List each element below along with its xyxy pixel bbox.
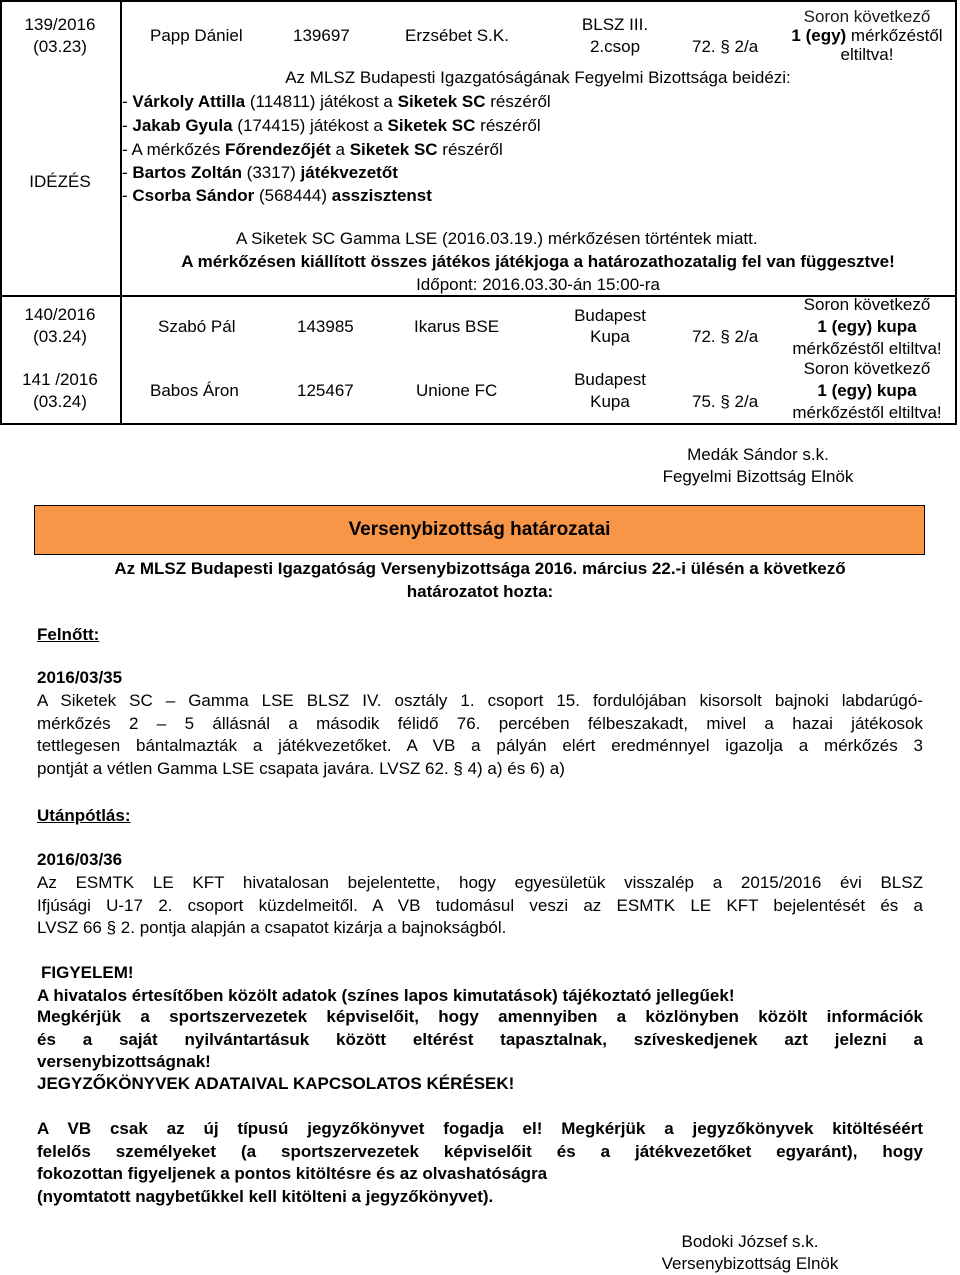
summons-line: - Csorba Sándor (568444) asszisztenst (122, 186, 432, 205)
case1-penalty-line1: Soron következő (803, 7, 931, 26)
case1-player: Papp Dániel (150, 26, 243, 45)
decision2-number: 2016/03/36 (37, 850, 123, 869)
case3-penalty-line3: mérkőzéstől eltiltva! (792, 403, 942, 422)
case1-club: Erzsébet S.K. (405, 26, 509, 45)
case2-competition-line1: Budapest (574, 306, 646, 325)
decision1-text (37, 690, 923, 780)
decision2-line: Az ESMTK LE KFT hivatalosan bejelentette, hogy egyesületük visszalép a 2015/2016 évi BLSZ (37, 873, 923, 892)
decision2-line: Ifjúsági U-17 2. csoport küzdelmeitől. A VB tudomásul veszi az ESMTK LE KFT bejelentését és a (37, 895, 923, 915)
case2-number: 140/2016 (24, 305, 96, 324)
summons-header: Az MLSZ Budapesti Igazgatóságának Fegyelmi Bizottsága beidézi: (285, 68, 791, 87)
case3-number: 141 /2016 (22, 370, 98, 389)
vb-section-banner (34, 505, 925, 555)
notice-para-line: Megkérjük a sportszervezetek képviselőit, hogy amennyiben a közlönyben közölt információk (37, 1007, 923, 1026)
notice-line1: A hivatalos értesítőben közölt adatok (színes lapos kimutatások) tájékoztató jellegűek! (37, 986, 735, 1005)
case2-penalty-line1: Soron következő (803, 295, 931, 314)
case1-penalty-line3: eltiltva! (840, 45, 894, 64)
vb-intro-line1: Az MLSZ Budapesti Igazgatóság Versenybizottsága 2016. március 22.-i ülésén a következő (114, 559, 846, 578)
case3-article: 75. § 2/a (692, 392, 759, 411)
vb-banner-title: Versenybizottság határozatai (348, 519, 611, 540)
signature1-title: Fegyelmi Bizottság Elnök (662, 467, 854, 486)
notice-para2-line: A VB csak az új típusú jegyzőkönyvet fogadja el! Megkérjük a jegyzőkönyvek kitöltéséért (37, 1119, 923, 1138)
case1-license: 139697 (293, 26, 350, 45)
signature2-title: Versenybizottság Elnök (661, 1254, 839, 1273)
summons-time-line: Időpont: 2016.03.30-án 15:00-ra (416, 275, 660, 294)
notice-paragraph (37, 1006, 923, 1074)
case3-player: Babos Áron (150, 381, 239, 400)
decision1-line: pontját a vétlen Gamma LSE csapata javára. LVSZ 62. § 4) a) és 6) a) (37, 758, 565, 778)
notice-para2-line: (nyomtatott nagybetűkkel kell kitölteni a jegyzőkönyvet). (37, 1186, 494, 1206)
case1-article: 72. § 2/a (692, 37, 759, 56)
case1-competition-line2: 2.csop (589, 37, 641, 56)
decision1-line: A Siketek SC – Gamma LSE BLSZ IV. osztály 1. csoport 15. fordulójában kisorsolt bajnoki labdarúgó- (37, 691, 923, 710)
case3-penalty-line1: Soron következő (803, 359, 931, 378)
case2-date: (03.24) (33, 327, 87, 346)
case1-date: (03.23) (33, 37, 87, 56)
case3-club: Unione FC (416, 381, 498, 400)
decision2-text (37, 872, 923, 940)
summons-suspension-line: A mérkőzésen kiállított összes játékos játékjoga a határozathozatalig fel van függesztve! (181, 252, 895, 271)
case1-type: IDÉZÉS (29, 172, 91, 191)
case2-article: 72. § 2/a (692, 327, 759, 346)
case2-player: Szabó Pál (158, 317, 236, 336)
notice-para2-line: felelős személyeket (a sportszervezetek képviselőit és a játékvezetőket egyaránt), hogy (37, 1141, 923, 1161)
summons-line: - Jakab Gyula (174415) játékost a Siketek SC részéről (122, 116, 541, 135)
signature2-name: Bodoki József s.k. (681, 1232, 819, 1251)
notice-heading: FIGYELEM! (41, 963, 134, 982)
decision1-line: mérkőzés 2 – 5 állásnál a második félidő 76. percében félbeszakadt, mivel a hazai játékosok (37, 713, 923, 733)
summons-line: - A mérkőzés Főrendezőjét a Siketek SC részéről (122, 140, 503, 159)
decision1-number: 2016/03/35 (37, 668, 123, 687)
case1-penalty-line2: 1 (egy) mérkőzéstől (791, 26, 943, 45)
case1-number: 139/2016 (24, 15, 96, 34)
case2-license: 143985 (297, 317, 354, 336)
case3-competition-line2: Kupa (590, 392, 630, 411)
youth-heading: Utánpótlás: (37, 806, 131, 825)
case2-penalty-line2: 1 (egy) kupa (817, 317, 917, 336)
notice-para-line: és a saját nyilvántartásuk között eltérést tapasztalnak, szíveskedjenek azt jelezni a (37, 1029, 923, 1049)
table-column-divider (120, 2, 122, 423)
decision2-line: LVSZ 66 § 2. pontja alapján a csapatot kizárja a bajnokságból. (37, 918, 507, 937)
notice-para2-line: fokozottan figyeljenek a pontos kitöltésre és az olvashatóságra (37, 1164, 548, 1183)
case2-club: Ikarus BSE (414, 317, 500, 336)
notice-para-line: versenybizottságnak! (37, 1052, 211, 1071)
case2-penalty-line3: mérkőzéstől eltiltva! (792, 339, 942, 358)
case3-competition-line1: Budapest (574, 370, 646, 389)
case3-penalty-line2: 1 (egy) kupa (817, 381, 917, 400)
summons-match-line: A Siketek SC Gamma LSE (2016.03.19.) mérkőzésen történtek miatt. (236, 229, 758, 248)
case3-date: (03.24) (33, 392, 87, 411)
notice-caps-line: JEGYZŐKÖNYVEK ADATAIVAL KAPCSOLATOS KÉRÉSEK! (37, 1074, 515, 1093)
notice-paragraph2 (37, 1118, 923, 1208)
adult-heading: Felnőtt: (37, 625, 100, 644)
summons-line: - Várkoly Attilla (114811) játékost a Siketek SC részéről (122, 92, 551, 111)
vb-intro-line2: határozatot hozta: (406, 582, 554, 601)
case3-license: 125467 (297, 381, 354, 400)
signature1-name: Medák Sándor s.k. (687, 445, 829, 464)
decision1-line: tettlegesen bántalmazták a játékvezetőket. A VB a pályán elért eredménnyel igazolja a mérkőzés 3 (37, 736, 923, 755)
case1-competition-line1: BLSZ III. (581, 15, 649, 34)
case2-competition-line2: Kupa (590, 327, 630, 346)
summons-line: - Bartos Zoltán (3317) játékvezetőt (122, 163, 398, 182)
